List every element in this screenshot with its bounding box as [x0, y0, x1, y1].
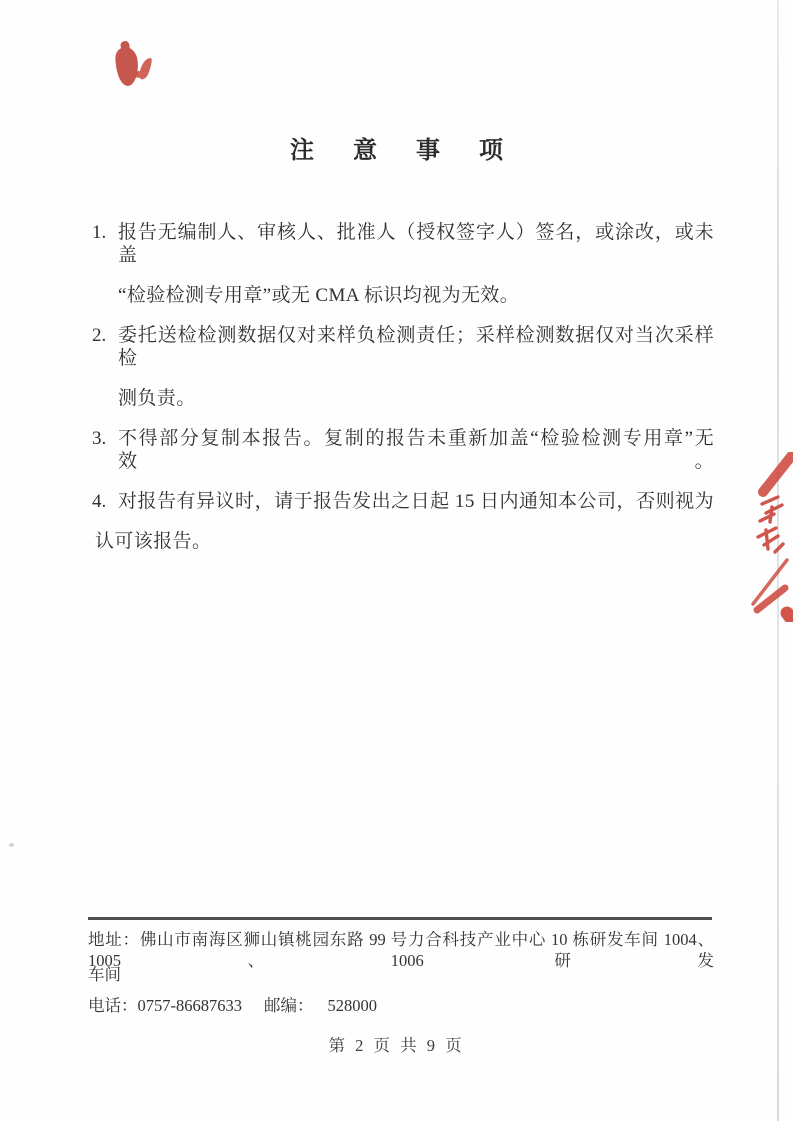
page-number: 第 2 页 共 9 页	[328, 1036, 465, 1055]
item-text-line: 报告无编制人、审核人、批准人（授权签字人）签名，或涂改，或未盖	[118, 222, 714, 266]
footer-address-line1: 地址：佛山市南海区狮山镇桃园东路 99 号力合科技产业中心 10 栋研发车间 1004、1005、1006 研发	[88, 930, 714, 970]
page-title: 注 意 事 项	[290, 138, 514, 164]
notice-list	[92, 221, 714, 570]
partial-red-stamp	[747, 452, 793, 622]
item-text-line: 委托送检检测数据仅对来样负检测责任；采样检测数据仅对当次采样检	[118, 325, 714, 369]
item-text-line: “检验检测专用章”或无 CMA 标识均视为无效。	[118, 285, 520, 306]
phone-value: 0757-86687633	[137, 996, 242, 1015]
footer-contact-row	[88, 995, 377, 1016]
item-text-line: 测负责。	[118, 388, 196, 409]
notice-item-2	[92, 324, 714, 410]
scan-speck	[9, 843, 14, 847]
item-text-line: 对报告有异议时，请于报告发出之日起 15 日内通知本公司，否则视为	[118, 491, 714, 512]
footer-divider	[88, 917, 712, 920]
item-number: 4.	[92, 491, 107, 512]
footer-address-line2: 车间	[88, 965, 121, 984]
postal-value: 528000	[327, 996, 377, 1015]
notice-item-1	[92, 221, 714, 307]
phone-label: 电话：	[88, 996, 138, 1015]
item-number: 1.	[92, 222, 107, 243]
item-text-line: 不得部分复制本报告。复制的报告未重新加盖“检验检测专用章”无效。	[118, 428, 714, 472]
item-number: 2.	[92, 325, 107, 346]
item-number: 3.	[92, 428, 107, 449]
postal-label: 邮编：	[264, 996, 314, 1015]
notice-item-3	[92, 427, 714, 473]
item-text-line: 认可该报告。	[95, 531, 212, 552]
red-ink-blob-small	[137, 56, 153, 81]
notice-item-4	[92, 490, 714, 553]
red-ink-blob-large	[115, 46, 140, 86]
